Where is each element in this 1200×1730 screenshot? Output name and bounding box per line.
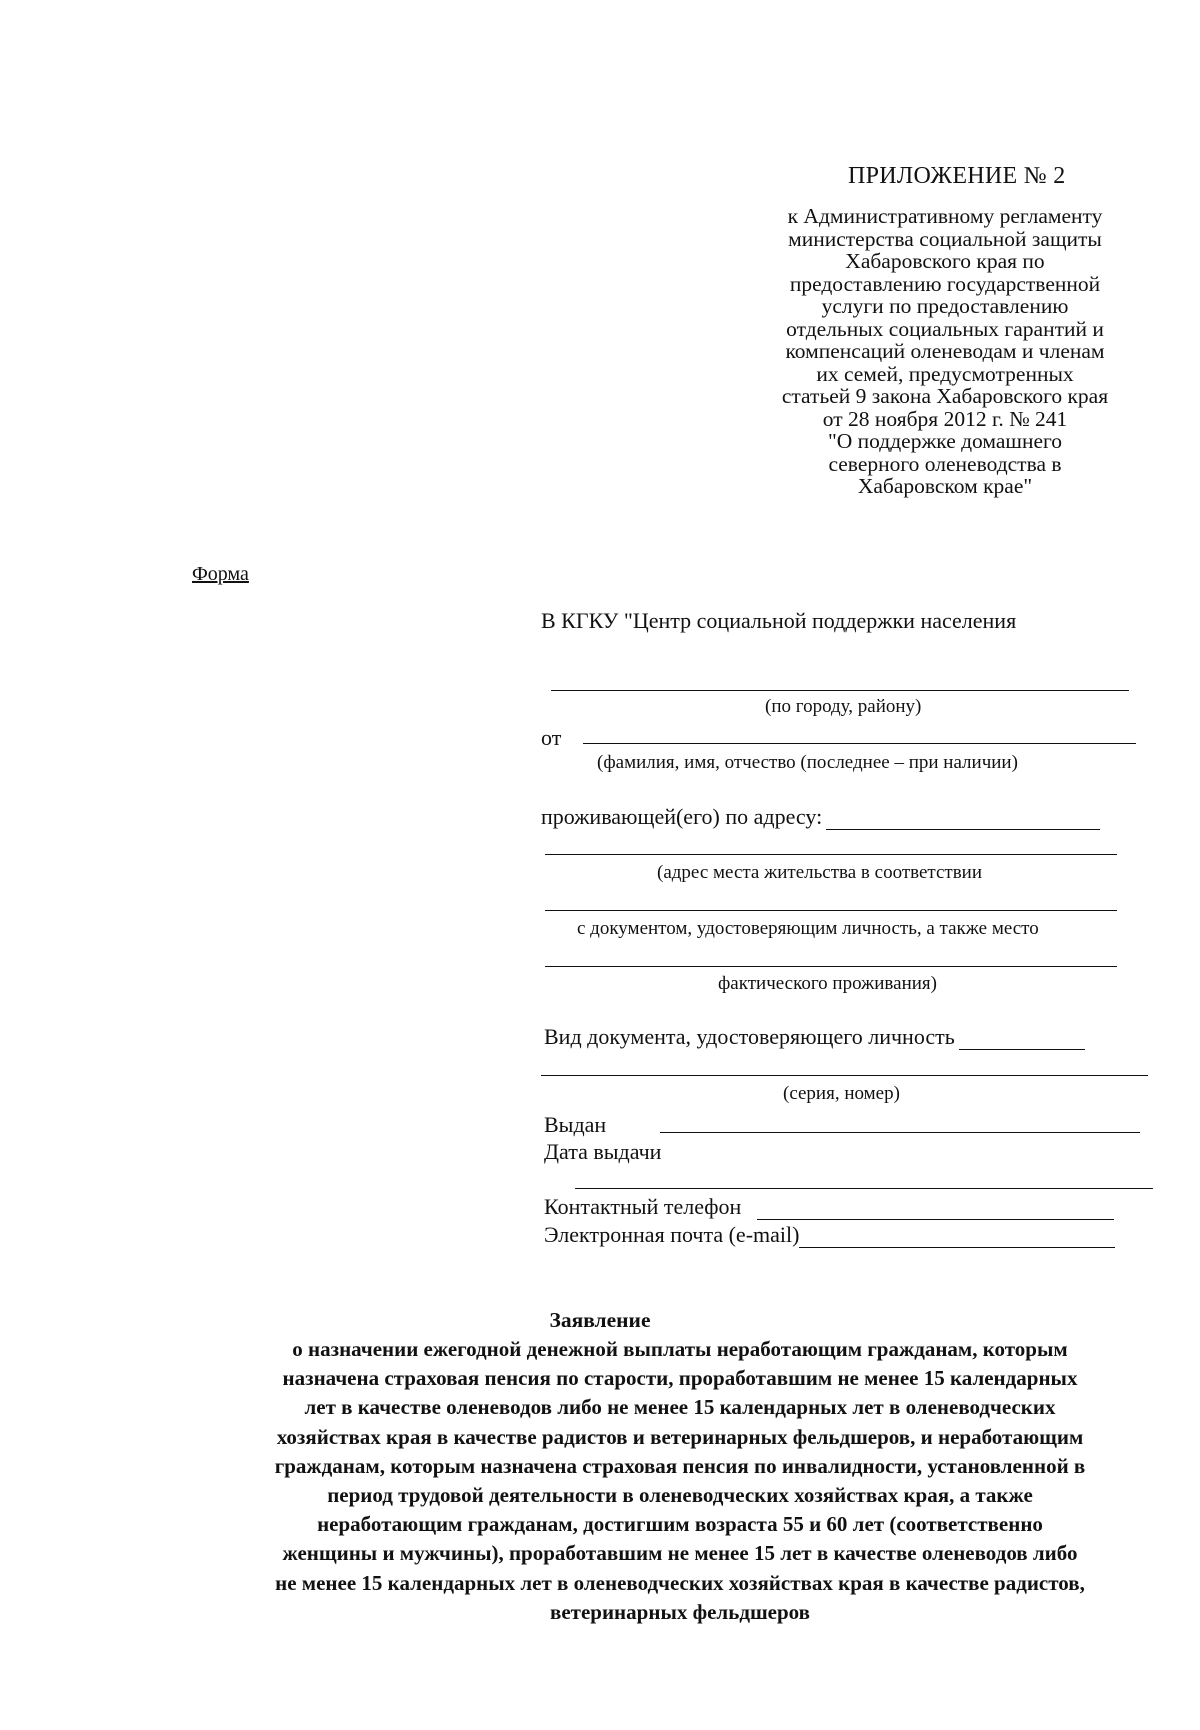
residence-field[interactable] <box>826 809 1100 830</box>
address-field-1[interactable] <box>545 854 1117 855</box>
issue-date-label: Дата выдачи <box>544 1139 662 1164</box>
residence-label: проживающей(его) по адресу: <box>541 804 823 829</box>
statement-line: о назначении ежегодной денежной выплаты неработающим гражданам, которым <box>292 1337 1068 1361</box>
appendix-note-line: компенсаций оленеводам и членам <box>785 339 1105 363</box>
residence-row <box>541 804 1100 830</box>
statement-line: ветеринарных фельдшеров <box>549 1599 810 1624</box>
issue-date-field[interactable] <box>575 1188 1153 1189</box>
issued-label: Выдан <box>544 1112 607 1137</box>
appendix-title: ПРИЛОЖЕНИЕ № 2 <box>848 163 1066 189</box>
email-label: Электронная почта (e-mail) <box>544 1222 800 1247</box>
appendix-note-line: их семей, предусмотренных <box>816 361 1074 386</box>
id-doc-label: Вид документа, удостоверяющего личность <box>544 1024 955 1049</box>
series-hint: (серия, номер) <box>783 1083 900 1104</box>
statement-line: не менее 15 календарных лет в оленеводческих хозяйствах края в качестве радистов, <box>275 1570 1085 1595</box>
statement-line: период трудовой деятельности в оленеводческих хозяйствах края, а также <box>327 1483 1033 1508</box>
statement-line: хозяйствах края в качестве радистов и ветеринарных фельдшеров, и неработающим <box>276 1424 1084 1449</box>
appendix-note-line: "О поддержке домашнего <box>827 429 1063 453</box>
appendix-note-line: услуги по предоставлению <box>821 294 1069 318</box>
phone-row <box>544 1194 1114 1220</box>
city-field[interactable] <box>551 690 1129 691</box>
statement-title: Заявление <box>549 1308 651 1332</box>
statement-line: гражданам, которым назначена страховая пенсия по инвалидности, установленной в <box>274 1453 1086 1478</box>
id-doc-row <box>544 1024 1085 1050</box>
statement-line: назначена страховая пенсия по старости, проработавшим не менее 15 календарных <box>282 1366 1078 1391</box>
issued-field[interactable] <box>660 1132 1140 1133</box>
appendix-note-line: Хабаровском крае" <box>857 474 1033 498</box>
phone-label: Контактный телефон <box>544 1194 742 1219</box>
from-label: от <box>541 725 562 750</box>
phone-field[interactable] <box>757 1199 1114 1220</box>
city-hint: (по городу, району) <box>765 696 922 717</box>
address-field-2[interactable] <box>545 910 1117 911</box>
name-field[interactable] <box>583 743 1136 744</box>
address-hint-3: фактического проживания) <box>718 973 937 994</box>
form-label: Форма <box>192 563 249 585</box>
id-doc-field[interactable] <box>959 1029 1085 1050</box>
statement-line: неработающим гражданам, достигшим возраста 55 и 60 лет (соответственно <box>317 1512 1043 1537</box>
name-hint: (фамилия, имя, отчество (последнее – при наличии) <box>597 752 1018 773</box>
appendix-note <box>730 205 1160 498</box>
appendix-note-line: от 28 ноября 2012 г. № 241 <box>822 406 1068 431</box>
appendix-note-line: предоставлению государственной <box>789 271 1101 296</box>
appendix-note-line: статьей 9 закона Хабаровского края <box>781 384 1109 408</box>
email-field[interactable] <box>799 1227 1115 1248</box>
address-field-3[interactable] <box>545 966 1117 967</box>
address-hint-1: (адрес места жительства в соответствии <box>657 862 982 883</box>
statement-line: женщины и мужчины), проработавшим не менее 15 лет в качестве оленеводов либо <box>282 1541 1078 1566</box>
appendix-note-line: к Административному регламенту <box>787 204 1103 228</box>
series-field[interactable] <box>541 1075 1148 1076</box>
email-row <box>544 1222 1115 1248</box>
statement-line: лет в качестве оленеводов либо не менее 15 календарных лет в оленеводческих <box>304 1395 1056 1420</box>
appendix-note-line: северного оленеводства в <box>828 451 1062 476</box>
address-hint-2: с документом, удостоверяющим личность, а также место <box>577 918 1039 939</box>
appendix-note-line: министерства социальной защиты <box>788 226 1102 251</box>
addressee-text: В КГКУ "Центр социальной поддержки населения <box>541 608 1017 633</box>
appendix-note-line: Хабаровского края по <box>845 249 1045 273</box>
statement-body <box>190 1335 1170 1627</box>
appendix-note-line: отдельных социальных гарантий и <box>786 316 1104 341</box>
